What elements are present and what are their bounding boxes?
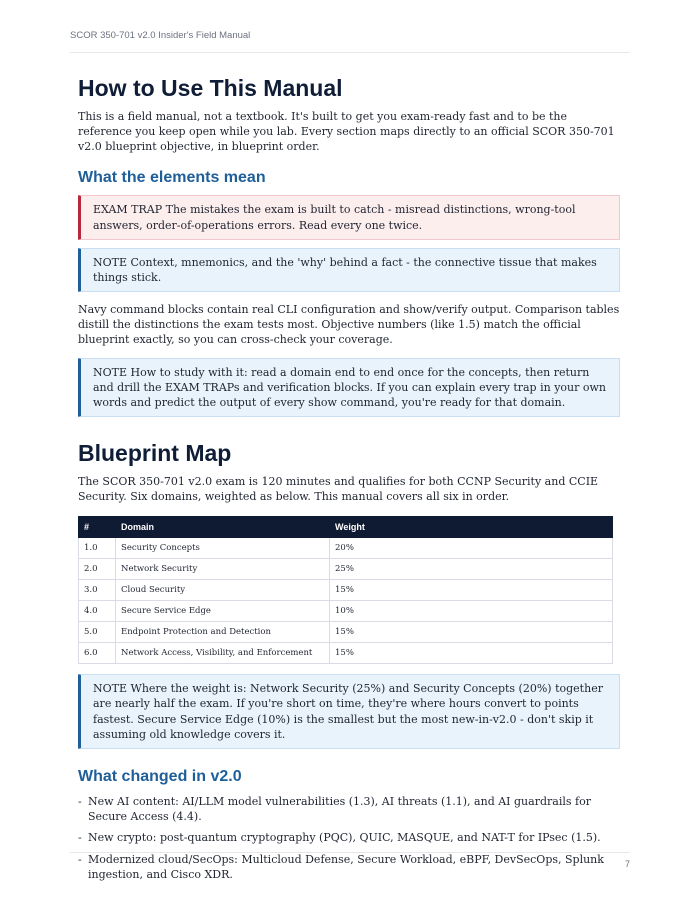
table-cell: 15% bbox=[330, 580, 613, 601]
list-item-text: New AI content: AI/LLM model vulnerabilities (1.3), AI threats (1.1), and AI guardrails for Secure Access (4.4). bbox=[88, 795, 591, 824]
note-callout-study bbox=[78, 358, 620, 418]
table-cell: 4.0 bbox=[79, 601, 116, 622]
exam-trap-tag: EXAM TRAP bbox=[93, 203, 163, 217]
list-item: - New crypto: post-quantum cryptography (PQC), QUIC, MASQUE, and NAT-T for IPsec (1.5). bbox=[78, 831, 601, 845]
table-cell: 10% bbox=[330, 601, 613, 622]
intro-paragraph: This is a field manual, not a textbook. It's built to get you exam-ready fast and to be the reference you keep open while you lab. Every section maps directly to an official SCOR 350-701 v2.0 blueprint objective, in blueprint order. bbox=[78, 109, 615, 154]
running-header: SCOR 350-701 v2.0 Insider's Field Manual bbox=[70, 30, 630, 53]
table-cell: Security Concepts bbox=[116, 538, 330, 559]
table-header-weight: Weight bbox=[330, 517, 613, 538]
blueprint-intro: The SCOR 350-701 v2.0 exam is 120 minutes and qualifies for both CCNP Security and CCIE Security. Six domains, weighted as below. This manual covers all six in order. bbox=[78, 474, 599, 504]
changes-list bbox=[78, 794, 620, 882]
section-title-how-to-use: How to Use This Manual bbox=[78, 75, 343, 101]
table-cell: 6.0 bbox=[79, 643, 116, 664]
exam-trap-callout bbox=[78, 195, 620, 239]
table-cell: Network Access, Visibility, and Enforcement bbox=[116, 643, 330, 664]
note-tag: NOTE bbox=[93, 365, 128, 379]
table-row bbox=[79, 559, 613, 580]
table-cell: 15% bbox=[330, 622, 613, 643]
table-cell: 5.0 bbox=[79, 622, 116, 643]
section-title-blueprint-map: Blueprint Map bbox=[78, 440, 232, 467]
table-row bbox=[79, 622, 613, 643]
table-cell: 15% bbox=[330, 643, 613, 664]
table-cell: 25% bbox=[330, 559, 613, 580]
blueprint-table bbox=[78, 516, 613, 664]
exam-trap-text: The mistakes the exam is built to catch - misread distinctions, wrong-tool answers, order-of-operations errors. Read every one twice. bbox=[93, 203, 576, 232]
table-row bbox=[79, 580, 613, 601]
list-item-text: New crypto: post-quantum cryptography (PQC), QUIC, MASQUE, and NAT-T for IPsec (1.5). bbox=[88, 831, 601, 845]
table-cell: 1.0 bbox=[79, 538, 116, 559]
table-cell: Secure Service Edge bbox=[116, 601, 330, 622]
table-row bbox=[79, 538, 613, 559]
note-text: How to study with it: read a domain end to end once for the concepts, then return and drill the EXAM TRAPs and verification blocks. If you can explain every trap in your own words and predict the output of every show command, you're ready for that domain. bbox=[93, 365, 606, 409]
table-cell: Network Security bbox=[116, 559, 330, 580]
changes-heading: What changed in v2.0 bbox=[78, 767, 242, 785]
note-tag: NOTE bbox=[93, 682, 128, 696]
note-tag: NOTE bbox=[93, 255, 128, 269]
table-cell: 3.0 bbox=[79, 580, 116, 601]
page-number: 7 bbox=[624, 859, 630, 869]
note-callout-context bbox=[78, 248, 620, 292]
list-item: - New AI content: AI/LLM model vulnerabilities (1.3), AI threats (1.1), and AI guardrails for Secure Access (4.4). bbox=[78, 795, 591, 824]
table-cell: 2.0 bbox=[79, 559, 116, 580]
table-row bbox=[79, 601, 613, 622]
body-paragraph: Navy command blocks contain real CLI configuration and show/verify output. Comparison tables distill the distinctions the exam tests most. Objective numbers (like 1.5) match the official blueprint exactly, so you can cross-check your coverage. bbox=[78, 303, 620, 347]
list-item: - Modernized cloud/SecOps: Multicloud Defense, Secure Workload, eBPF, DevSecOps, Splunk ingestion, and Cisco XDR. bbox=[78, 852, 604, 881]
table-cell: Cloud Security bbox=[116, 580, 330, 601]
page-content bbox=[78, 74, 620, 888]
table-row bbox=[79, 643, 613, 664]
table-header-domain: Domain bbox=[116, 517, 330, 538]
list-item-text: Modernized cloud/SecOps: Multicloud Defense, Secure Workload, eBPF, DevSecOps, Splunk ingestion, and Cisco XDR. bbox=[88, 852, 604, 881]
elements-heading: What the elements mean bbox=[78, 169, 266, 187]
note-callout-weight bbox=[78, 674, 620, 749]
table-cell: Endpoint Protection and Detection bbox=[116, 622, 330, 643]
table-cell: 20% bbox=[330, 538, 613, 559]
table-header-number: # bbox=[79, 517, 116, 538]
note-text: Context, mnemonics, and the 'why' behind a fact - the connective tissue that makes things stick. bbox=[93, 255, 597, 284]
note-text: Where the weight is: Network Security (25%) and Security Concepts (20%) together are nearly half the exam. If you're short on time, they're where hours convert to points fastest. Secure Service Edge (10%) is the smallest but the most new-in-v2.0 - don't skip it assuming old knowledge covers it. bbox=[93, 682, 603, 741]
table-header-row bbox=[79, 517, 613, 538]
